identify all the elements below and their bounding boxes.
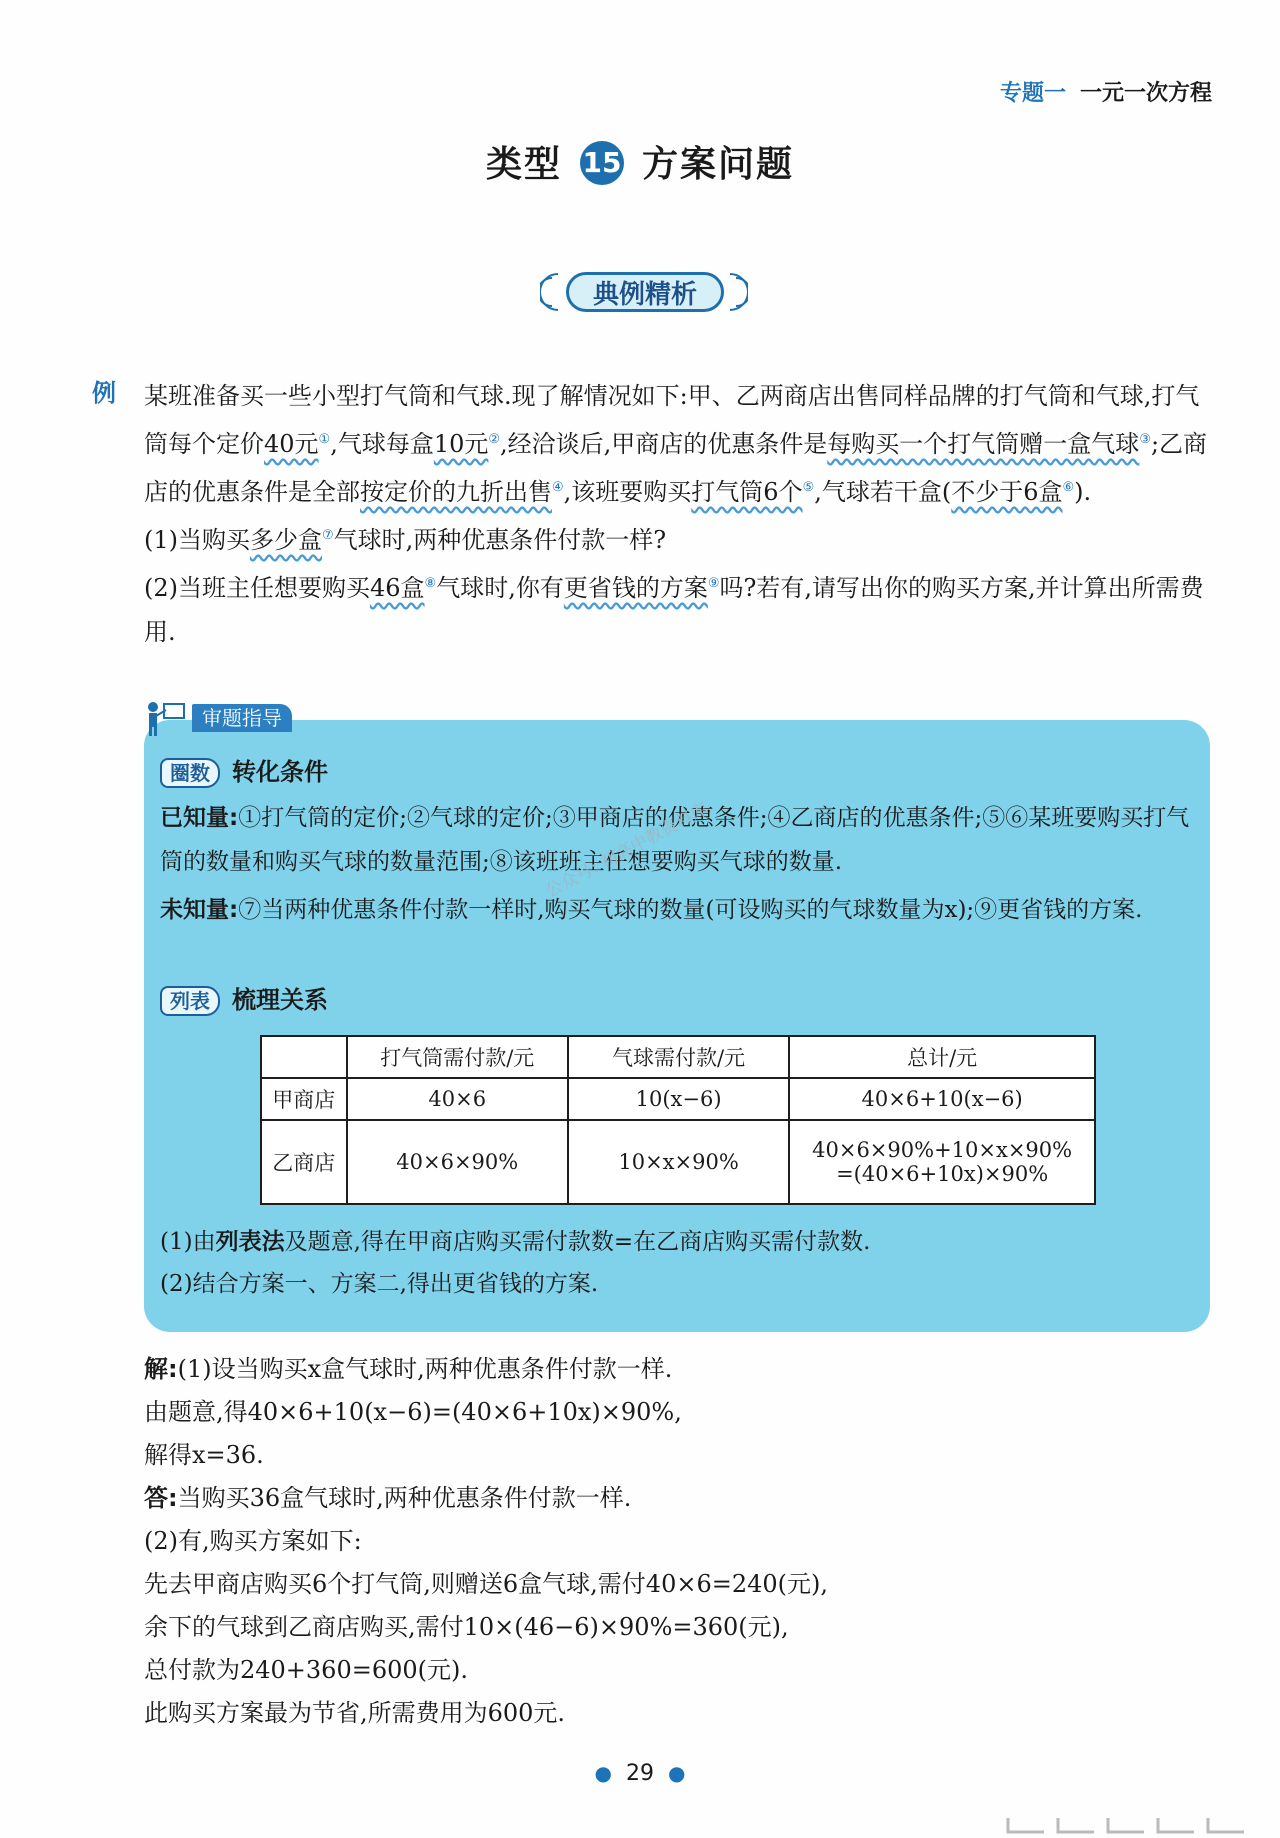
table-cell: 10×x×90% [568, 1120, 789, 1204]
marked-price-pump: 40元 [264, 430, 319, 458]
left-arc-decoration-icon [540, 272, 560, 312]
answer-label: 答: [144, 1484, 178, 1512]
problem-statement [144, 374, 1214, 654]
problem-text [144, 374, 1214, 514]
q2-segment: 吗?若有,请写出你的购买方案,并计算出所需费用. [144, 574, 1204, 646]
marked-price-balloon: 10元 [433, 430, 489, 458]
problem-segment: 某班准备买一些小型打气筒和气球.现了解情况如下:甲、乙两商店出售同样品牌的打气筒和气球,打气筒每个定价 [144, 382, 1200, 458]
marked-how-many: 多少盒 [250, 526, 322, 554]
problem-segment: ,气球若干盒( [814, 478, 952, 506]
page-edge-marks-icon [1004, 1816, 1254, 1836]
dot-icon: ● [668, 1761, 686, 1785]
sort-relations-heading: 梳理关系 [232, 986, 328, 1014]
note-segment: 及题意,得在甲商店购买需付款数=在乙商店购买需付款数. [284, 1229, 871, 1255]
solution-line: 总付款为240+360=600(元). [144, 1656, 468, 1684]
page-title [0, 136, 1280, 191]
solution-text: (1)设当购买x盒气球时,两种优惠条件付款一样. [177, 1355, 673, 1383]
table-header-cell: 打气筒需付款/元 [347, 1036, 568, 1078]
circled-mark-9: ⑨ [707, 576, 720, 591]
circled-mark-1: ① [318, 432, 331, 447]
problem-segment: ;乙商店的优惠条件是全部 [144, 430, 1208, 506]
dot-icon: ● [594, 1761, 612, 1785]
total-line-1: 40×6×90%+10×x×90% [812, 1138, 1073, 1162]
table-cell: 10(x−6) [568, 1078, 789, 1120]
q2-segment: (2)当班主任想要购买 [144, 574, 370, 602]
circled-mark-7: ⑦ [322, 528, 334, 543]
solution-line: (2)有,购买方案如下: [144, 1527, 362, 1555]
guide-note-1 [160, 1220, 1196, 1264]
section-badge [540, 268, 750, 320]
watermark-text: 公众号: 初高中教资料库 [542, 799, 712, 903]
total-line-2: =(40×6+10x)×90% [836, 1162, 1049, 1186]
circled-mark-5: ⑤ [802, 480, 815, 495]
section-badge-label: 典例精析 [566, 272, 724, 312]
chapter-label: 专题一 [999, 81, 1066, 106]
title-number-badge: 15 [580, 141, 624, 185]
circle-numbers-tag: 圈数 [160, 758, 220, 788]
note-segment: (1)由 [160, 1229, 216, 1255]
page-number [0, 1761, 1280, 1786]
example-tag: 例 [92, 379, 116, 407]
table-row [261, 1120, 1095, 1204]
problem-segment: ). [1074, 478, 1092, 506]
question-2 [144, 562, 1214, 654]
problem-segment: ,该班要购买 [563, 478, 692, 506]
table-row [261, 1078, 1095, 1120]
solution-line: 此购买方案最为节省,所需费用为600元. [144, 1699, 566, 1727]
convert-conditions-heading: 转化条件 [232, 758, 328, 786]
guide-heading-2 [160, 980, 328, 1016]
table-header-cell: 总计/元 [789, 1036, 1095, 1078]
solution-line: 解得x=36. [144, 1441, 264, 1469]
unknown-label: 未知量: [160, 897, 239, 923]
table-cell: 40×6+10(x−6) [789, 1078, 1095, 1120]
solution-line: 由题意,得40×6+10(x−6)=(40×6+10x)×90%, [144, 1398, 682, 1426]
marked-offer-jia: 每购买一个打气筒赠一盒气球 [827, 430, 1140, 458]
answer-text: 当购买36盒气球时,两种优惠条件付款一样. [177, 1484, 632, 1512]
circled-mark-2: ② [488, 432, 501, 447]
q1-segment: (1)当购买 [144, 526, 250, 554]
title-prefix: 类型 [485, 144, 562, 185]
known-text: ①打气筒的定价;②气球的定价;③甲商店的优惠条件;④乙商店的优惠条件;⑤⑥某班要购买打气筒的数量和购买气球的数量范围;⑧该班班主任想要购买气球的数量. [160, 805, 1190, 875]
note-keyword: 列表法 [215, 1229, 285, 1255]
guide-heading-1 [160, 752, 328, 788]
marked-offer-yi: 按定价的九折出售 [360, 478, 552, 506]
marked-46-boxes: 46盒 [370, 574, 425, 602]
problem-segment: ,气球每盒 [330, 430, 434, 458]
comparison-table [260, 1035, 1096, 1205]
solution [144, 1348, 1214, 1735]
question-1 [144, 514, 1214, 562]
q2-segment: 气球时,你有 [436, 574, 564, 602]
table-header-cell [261, 1036, 347, 1078]
known-label: 已知量: [160, 805, 239, 831]
table-header-row [261, 1036, 1095, 1078]
solution-label: 解: [144, 1355, 178, 1383]
table-cell: 40×6×90% [347, 1120, 568, 1204]
marked-balloon-min: 不少于6盒 [951, 478, 1063, 506]
list-table-tag: 列表 [160, 986, 220, 1016]
solution-line [144, 1348, 1214, 1391]
title-name: 方案问题 [642, 144, 795, 185]
answer-line [144, 1477, 1214, 1520]
teacher-board-icon [146, 700, 186, 736]
table-cell: 甲商店 [261, 1078, 347, 1120]
right-arc-decoration-icon [728, 272, 748, 312]
marked-pump-count: 打气筒6个 [691, 478, 803, 506]
marked-cheaper-plan: 更省钱的方案 [563, 574, 708, 602]
circled-mark-6: ⑥ [1062, 480, 1075, 495]
table-cell: 乙商店 [261, 1120, 347, 1204]
table-cell-total [789, 1120, 1095, 1204]
solution-line: 先去甲商店购买6个打气筒,则赠送6盒气球,需付40×6=240(元), [144, 1570, 828, 1598]
unknown-text: ⑦当两种优惠条件付款一样时,购买气球的数量(可设购买的气球数量为x);⑨更省钱的方案. [238, 897, 1143, 923]
q1-segment: 气球时,两种优惠条件付款一样? [333, 526, 667, 554]
guide-tab-label: 审题指导 [192, 704, 292, 732]
unknown-quantities [160, 888, 1196, 932]
circled-mark-4: ④ [552, 480, 564, 495]
problem-segment: ,经洽谈后,甲商店的优惠条件是 [500, 430, 828, 458]
circled-mark-3: ③ [1139, 432, 1151, 447]
guide-note-2: (2)结合方案一、方案二,得出更省钱的方案. [160, 1271, 599, 1297]
chapter-topic: 一元一次方程 [1079, 81, 1212, 106]
page-number-value: 29 [626, 1761, 654, 1786]
table-cell: 40×6 [347, 1078, 568, 1120]
circled-mark-8: ⑧ [424, 576, 437, 591]
solution-line: 余下的气球到乙商店购买,需付10×(46−6)×90%=360(元), [144, 1613, 789, 1641]
table-header-cell: 气球需付款/元 [568, 1036, 789, 1078]
chapter-header [1000, 76, 1212, 107]
